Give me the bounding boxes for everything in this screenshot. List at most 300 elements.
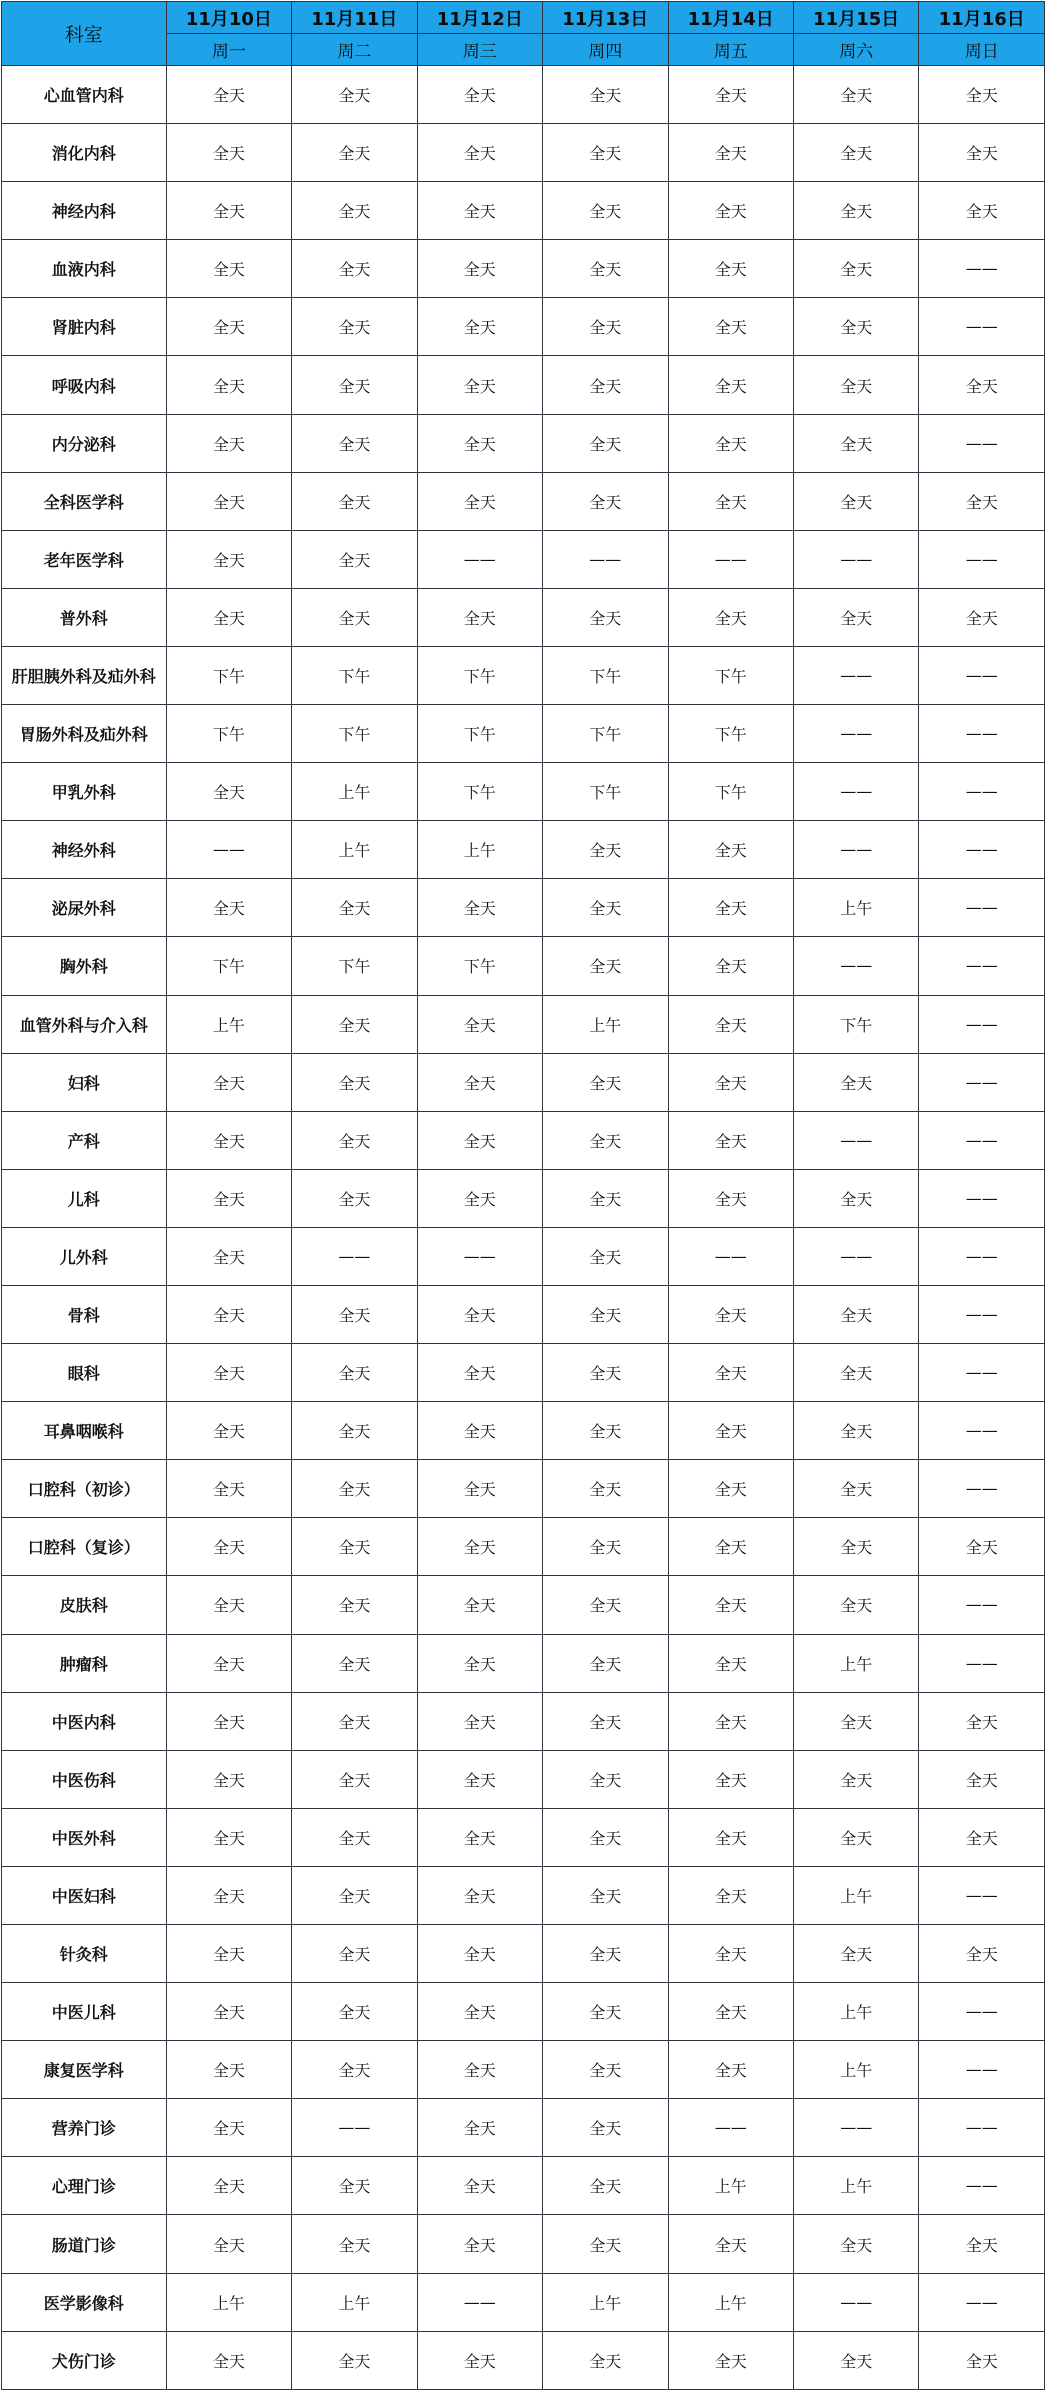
- weekday-header: 周四: [543, 34, 668, 66]
- schedule-slot: ——: [919, 1111, 1045, 1169]
- schedule-slot: 全天: [417, 1576, 542, 1634]
- schedule-slot: 全天: [668, 1634, 793, 1692]
- schedule-slot: 全天: [166, 1983, 291, 2041]
- schedule-slot: 下午: [292, 705, 417, 763]
- schedule-slot: 全天: [543, 1344, 668, 1402]
- schedule-slot: 全天: [919, 1692, 1045, 1750]
- table-row: [2, 2157, 1045, 2215]
- schedule-slot: 全天: [543, 1460, 668, 1518]
- schedule-slot: 上午: [543, 2273, 668, 2331]
- schedule-slot: ——: [919, 1983, 1045, 2041]
- schedule-slot: ——: [919, 414, 1045, 472]
- schedule-slot: 全天: [543, 588, 668, 646]
- schedule-slot: 全天: [793, 588, 918, 646]
- schedule-slot: 全天: [292, 1750, 417, 1808]
- schedule-slot: 全天: [166, 1866, 291, 1924]
- schedule-slot: 全天: [668, 472, 793, 530]
- schedule-slot: 全天: [417, 2041, 542, 2099]
- schedule-slot: 全天: [668, 1692, 793, 1750]
- department-name: 眼科: [2, 1344, 167, 1402]
- schedule-slot: ——: [919, 879, 1045, 937]
- schedule-slot: 全天: [292, 356, 417, 414]
- schedule-slot: 下午: [292, 646, 417, 704]
- dept-column-header: 科室: [2, 2, 167, 66]
- clinic-schedule-table: [1, 1, 1045, 2390]
- schedule-slot: 全天: [668, 1285, 793, 1343]
- schedule-slot: 全天: [793, 1169, 918, 1227]
- schedule-slot: 全天: [793, 1692, 918, 1750]
- schedule-slot: 全天: [292, 124, 417, 182]
- schedule-slot: 全天: [292, 1518, 417, 1576]
- schedule-slot: 全天: [166, 1692, 291, 1750]
- table-row: [2, 124, 1045, 182]
- schedule-slot: 上午: [292, 821, 417, 879]
- department-name: 中医内科: [2, 1692, 167, 1750]
- department-name: 儿科: [2, 1169, 167, 1227]
- schedule-slot: 全天: [668, 124, 793, 182]
- weekday-header: 周六: [793, 34, 918, 66]
- schedule-slot: 全天: [292, 1866, 417, 1924]
- department-name: 康复医学科: [2, 2041, 167, 2099]
- table-row: [2, 2099, 1045, 2157]
- schedule-slot: 全天: [668, 879, 793, 937]
- schedule-slot: 全天: [292, 1344, 417, 1402]
- schedule-slot: 全天: [543, 1227, 668, 1285]
- table-row: [2, 66, 1045, 124]
- schedule-slot: 全天: [166, 2099, 291, 2157]
- schedule-slot: 全天: [793, 1460, 918, 1518]
- schedule-slot: 全天: [668, 1808, 793, 1866]
- schedule-slot: 全天: [793, 1808, 918, 1866]
- schedule-slot: 全天: [292, 1692, 417, 1750]
- schedule-slot: 下午: [417, 937, 542, 995]
- schedule-slot: 全天: [793, 1518, 918, 1576]
- table-row: [2, 1983, 1045, 2041]
- schedule-slot: 下午: [166, 937, 291, 995]
- table-row: [2, 182, 1045, 240]
- schedule-slot: 全天: [668, 1402, 793, 1460]
- date-header: 11月15日: [793, 2, 918, 34]
- schedule-slot: 全天: [292, 1053, 417, 1111]
- schedule-slot: 全天: [166, 472, 291, 530]
- schedule-slot: ——: [793, 821, 918, 879]
- schedule-slot: 全天: [543, 879, 668, 937]
- schedule-slot: ——: [919, 1402, 1045, 1460]
- schedule-slot: ——: [793, 2273, 918, 2331]
- schedule-slot: 全天: [919, 588, 1045, 646]
- schedule-slot: 全天: [668, 356, 793, 414]
- schedule-slot: 全天: [166, 356, 291, 414]
- schedule-slot: 下午: [292, 937, 417, 995]
- schedule-slot: 全天: [166, 240, 291, 298]
- schedule-slot: 上午: [793, 2157, 918, 2215]
- schedule-slot: 全天: [919, 66, 1045, 124]
- schedule-slot: 全天: [417, 995, 542, 1053]
- weekday-header: 周一: [166, 34, 291, 66]
- schedule-slot: 全天: [668, 2041, 793, 2099]
- schedule-slot: ——: [292, 2099, 417, 2157]
- schedule-slot: 全天: [919, 124, 1045, 182]
- schedule-slot: ——: [919, 646, 1045, 704]
- department-name: 胸外科: [2, 937, 167, 995]
- schedule-slot: 下午: [417, 763, 542, 821]
- schedule-slot: 全天: [668, 298, 793, 356]
- department-name: 妇科: [2, 1053, 167, 1111]
- table-row: [2, 1169, 1045, 1227]
- table-row: [2, 646, 1045, 704]
- department-name: 中医外科: [2, 1808, 167, 1866]
- department-name: 针灸科: [2, 1925, 167, 1983]
- schedule-slot: 全天: [417, 2099, 542, 2157]
- schedule-slot: 全天: [543, 1285, 668, 1343]
- schedule-slot: 全天: [793, 1750, 918, 1808]
- schedule-slot: 全天: [417, 1925, 542, 1983]
- schedule-slot: ——: [919, 2273, 1045, 2331]
- schedule-slot: 全天: [166, 1402, 291, 1460]
- schedule-slot: 全天: [417, 1460, 542, 1518]
- department-name: 产科: [2, 1111, 167, 1169]
- department-name: 神经外科: [2, 821, 167, 879]
- schedule-slot: 全天: [292, 1111, 417, 1169]
- department-name: 骨科: [2, 1285, 167, 1343]
- schedule-slot: 全天: [543, 1518, 668, 1576]
- schedule-slot: 全天: [793, 298, 918, 356]
- department-name: 胃肠外科及疝外科: [2, 705, 167, 763]
- schedule-slot: 全天: [668, 1576, 793, 1634]
- table-row: [2, 1344, 1045, 1402]
- department-name: 甲乳外科: [2, 763, 167, 821]
- table-row: [2, 1808, 1045, 1866]
- department-name: 口腔科（复诊）: [2, 1518, 167, 1576]
- schedule-slot: 全天: [166, 1576, 291, 1634]
- schedule-slot: 全天: [417, 1111, 542, 1169]
- department-name: 口腔科（初诊）: [2, 1460, 167, 1518]
- schedule-slot: 下午: [668, 646, 793, 704]
- department-name: 耳鼻咽喉科: [2, 1402, 167, 1460]
- date-header: 11月16日: [919, 2, 1045, 34]
- schedule-slot: 全天: [543, 356, 668, 414]
- schedule-slot: 全天: [793, 1285, 918, 1343]
- schedule-slot: 全天: [668, 1344, 793, 1402]
- schedule-slot: 全天: [417, 2157, 542, 2215]
- schedule-slot: 全天: [292, 2041, 417, 2099]
- department-name: 营养门诊: [2, 2099, 167, 2157]
- table-row: [2, 588, 1045, 646]
- table-row: [2, 2331, 1045, 2389]
- schedule-slot: 全天: [292, 66, 417, 124]
- schedule-slot: 全天: [543, 1866, 668, 1924]
- schedule-slot: 全天: [793, 472, 918, 530]
- schedule-slot: 全天: [417, 1750, 542, 1808]
- table-row: [2, 2041, 1045, 2099]
- schedule-slot: 全天: [543, 414, 668, 472]
- schedule-slot: 全天: [793, 1053, 918, 1111]
- weekday-header: 周二: [292, 34, 417, 66]
- schedule-slot: 全天: [543, 2215, 668, 2273]
- schedule-slot: 全天: [292, 1169, 417, 1227]
- table-row: [2, 1402, 1045, 1460]
- department-name: 全科医学科: [2, 472, 167, 530]
- weekday-header: 周三: [417, 34, 542, 66]
- schedule-slot: 全天: [292, 1983, 417, 2041]
- schedule-slot: 全天: [668, 1053, 793, 1111]
- schedule-slot: 全天: [417, 356, 542, 414]
- department-name: 消化内科: [2, 124, 167, 182]
- schedule-slot: 全天: [166, 414, 291, 472]
- schedule-slot: 全天: [919, 2215, 1045, 2273]
- schedule-slot: 全天: [543, 2041, 668, 2099]
- department-name: 儿外科: [2, 1227, 167, 1285]
- schedule-slot: 全天: [166, 879, 291, 937]
- schedule-slot: 全天: [668, 1925, 793, 1983]
- schedule-slot: 全天: [417, 1634, 542, 1692]
- schedule-slot: 全天: [668, 1983, 793, 2041]
- date-header: 11月10日: [166, 2, 291, 34]
- schedule-slot: 全天: [919, 472, 1045, 530]
- schedule-slot: ——: [919, 763, 1045, 821]
- schedule-slot: 全天: [543, 1053, 668, 1111]
- schedule-slot: ——: [919, 1866, 1045, 1924]
- schedule-slot: 全天: [668, 2215, 793, 2273]
- schedule-slot: 全天: [166, 1053, 291, 1111]
- department-name: 肾脏内科: [2, 298, 167, 356]
- department-name: 老年医学科: [2, 530, 167, 588]
- department-name: 肠道门诊: [2, 2215, 167, 2273]
- department-name: 血液内科: [2, 240, 167, 298]
- schedule-slot: ——: [919, 1053, 1045, 1111]
- table-row: [2, 2273, 1045, 2331]
- schedule-slot: 全天: [919, 1808, 1045, 1866]
- department-name: 心理门诊: [2, 2157, 167, 2215]
- schedule-slot: 全天: [668, 588, 793, 646]
- schedule-slot: 下午: [166, 705, 291, 763]
- schedule-slot: 全天: [292, 530, 417, 588]
- schedule-slot: 全天: [166, 530, 291, 588]
- schedule-slot: 全天: [292, 2157, 417, 2215]
- schedule-slot: 全天: [668, 995, 793, 1053]
- department-name: 呼吸内科: [2, 356, 167, 414]
- schedule-slot: 全天: [292, 1634, 417, 1692]
- schedule-slot: 上午: [166, 995, 291, 1053]
- schedule-slot: 全天: [417, 1518, 542, 1576]
- table-row: [2, 705, 1045, 763]
- schedule-slot: 全天: [543, 1750, 668, 1808]
- schedule-slot: 全天: [166, 1925, 291, 1983]
- schedule-slot: 全天: [417, 298, 542, 356]
- schedule-slot: 全天: [166, 1460, 291, 1518]
- table-row: [2, 821, 1045, 879]
- schedule-slot: 全天: [292, 240, 417, 298]
- schedule-slot: ——: [919, 2157, 1045, 2215]
- schedule-slot: ——: [166, 821, 291, 879]
- table-row: [2, 1518, 1045, 1576]
- schedule-slot: 下午: [543, 705, 668, 763]
- table-row: [2, 879, 1045, 937]
- schedule-slot: 全天: [292, 2331, 417, 2389]
- schedule-slot: 上午: [793, 1634, 918, 1692]
- department-name: 中医儿科: [2, 1983, 167, 2041]
- schedule-slot: 下午: [417, 646, 542, 704]
- schedule-slot: 全天: [919, 182, 1045, 240]
- schedule-slot: 全天: [166, 66, 291, 124]
- schedule-slot: 全天: [919, 1518, 1045, 1576]
- schedule-slot: 全天: [166, 1227, 291, 1285]
- table-header: [2, 2, 1045, 66]
- schedule-slot: ——: [919, 995, 1045, 1053]
- schedule-slot: 上午: [166, 2273, 291, 2331]
- schedule-slot: 下午: [793, 995, 918, 1053]
- schedule-slot: 全天: [166, 1634, 291, 1692]
- schedule-slot: ——: [919, 821, 1045, 879]
- schedule-slot: ——: [417, 2273, 542, 2331]
- schedule-slot: ——: [919, 240, 1045, 298]
- schedule-slot: 全天: [543, 1169, 668, 1227]
- table-row: [2, 356, 1045, 414]
- schedule-slot: 全天: [543, 937, 668, 995]
- schedule-slot: ——: [793, 2099, 918, 2157]
- schedule-slot: 全天: [166, 1344, 291, 1402]
- schedule-slot: ——: [919, 1285, 1045, 1343]
- schedule-slot: 全天: [417, 588, 542, 646]
- schedule-slot: 全天: [166, 2215, 291, 2273]
- schedule-slot: 全天: [292, 879, 417, 937]
- table-row: [2, 1053, 1045, 1111]
- table-row: [2, 995, 1045, 1053]
- schedule-slot: 全天: [793, 1925, 918, 1983]
- schedule-slot: 下午: [166, 646, 291, 704]
- schedule-slot: ——: [668, 2099, 793, 2157]
- schedule-slot: 全天: [668, 2331, 793, 2389]
- schedule-slot: 全天: [793, 1402, 918, 1460]
- schedule-slot: 全天: [668, 1111, 793, 1169]
- schedule-slot: ——: [919, 937, 1045, 995]
- schedule-slot: 全天: [292, 1576, 417, 1634]
- schedule-slot: 全天: [543, 1634, 668, 1692]
- weekday-header: 周日: [919, 34, 1045, 66]
- schedule-slot: 全天: [292, 2215, 417, 2273]
- schedule-slot: ——: [417, 530, 542, 588]
- table-row: [2, 1634, 1045, 1692]
- schedule-slot: 全天: [543, 182, 668, 240]
- schedule-slot: ——: [793, 646, 918, 704]
- schedule-slot: 全天: [543, 298, 668, 356]
- table-row: [2, 1925, 1045, 1983]
- date-header: 11月13日: [543, 2, 668, 34]
- department-name: 泌尿外科: [2, 879, 167, 937]
- schedule-slot: 全天: [543, 2157, 668, 2215]
- schedule-slot: ——: [793, 1227, 918, 1285]
- schedule-slot: 全天: [417, 1866, 542, 1924]
- schedule-slot: 全天: [668, 66, 793, 124]
- schedule-slot: 上午: [793, 879, 918, 937]
- schedule-slot: 全天: [417, 1983, 542, 2041]
- schedule-slot: ——: [543, 530, 668, 588]
- date-header: 11月14日: [668, 2, 793, 34]
- schedule-slot: ——: [919, 2099, 1045, 2157]
- schedule-slot: 全天: [417, 2331, 542, 2389]
- schedule-slot: 全天: [166, 2041, 291, 2099]
- schedule-slot: 全天: [668, 182, 793, 240]
- schedule-slot: ——: [919, 1576, 1045, 1634]
- schedule-slot: 全天: [543, 1111, 668, 1169]
- schedule-slot: ——: [668, 1227, 793, 1285]
- date-row: [2, 2, 1045, 34]
- schedule-slot: 全天: [919, 1925, 1045, 1983]
- schedule-slot: 全天: [166, 1518, 291, 1576]
- schedule-slot: 全天: [793, 124, 918, 182]
- schedule-slot: 全天: [543, 1925, 668, 1983]
- table-row: [2, 1750, 1045, 1808]
- schedule-slot: 全天: [417, 1402, 542, 1460]
- schedule-slot: 全天: [417, 879, 542, 937]
- schedule-slot: 上午: [292, 763, 417, 821]
- schedule-slot: ——: [919, 1460, 1045, 1518]
- table-row: [2, 1692, 1045, 1750]
- schedule-slot: ——: [919, 705, 1045, 763]
- table-row: [2, 530, 1045, 588]
- schedule-slot: 全天: [543, 2099, 668, 2157]
- table-row: [2, 414, 1045, 472]
- department-name: 内分泌科: [2, 414, 167, 472]
- table-row: [2, 1460, 1045, 1518]
- schedule-slot: ——: [919, 530, 1045, 588]
- table-row: [2, 1576, 1045, 1634]
- schedule-slot: 全天: [292, 1285, 417, 1343]
- schedule-slot: 全天: [166, 1285, 291, 1343]
- schedule-slot: 上午: [668, 2273, 793, 2331]
- department-name: 中医妇科: [2, 1866, 167, 1924]
- schedule-slot: ——: [793, 1111, 918, 1169]
- schedule-slot: 全天: [166, 763, 291, 821]
- schedule-slot: 全天: [292, 1460, 417, 1518]
- schedule-slot: 全天: [543, 1808, 668, 1866]
- weekday-header: 周五: [668, 34, 793, 66]
- schedule-slot: 上午: [793, 1866, 918, 1924]
- schedule-slot: 全天: [292, 472, 417, 530]
- schedule-slot: ——: [793, 705, 918, 763]
- schedule-slot: 全天: [292, 298, 417, 356]
- department-name: 普外科: [2, 588, 167, 646]
- date-header: 11月12日: [417, 2, 542, 34]
- schedule-slot: 全天: [292, 182, 417, 240]
- schedule-slot: 全天: [166, 182, 291, 240]
- table-row: [2, 472, 1045, 530]
- schedule-slot: 全天: [543, 1983, 668, 2041]
- department-name: 神经内科: [2, 182, 167, 240]
- schedule-slot: 全天: [292, 414, 417, 472]
- schedule-slot: ——: [919, 1344, 1045, 1402]
- schedule-slot: 全天: [668, 414, 793, 472]
- schedule-slot: ——: [919, 1169, 1045, 1227]
- department-name: 肿瘤科: [2, 1634, 167, 1692]
- table-row: [2, 1227, 1045, 1285]
- schedule-slot: 全天: [668, 1460, 793, 1518]
- table-row: [2, 298, 1045, 356]
- schedule-slot: 全天: [166, 2331, 291, 2389]
- schedule-slot: 全天: [417, 2215, 542, 2273]
- schedule-slot: 全天: [166, 124, 291, 182]
- schedule-slot: 全天: [543, 821, 668, 879]
- schedule-slot: 全天: [417, 1344, 542, 1402]
- table-row: [2, 1866, 1045, 1924]
- schedule-slot: 全天: [793, 356, 918, 414]
- schedule-slot: 下午: [417, 705, 542, 763]
- schedule-slot: 上午: [543, 995, 668, 1053]
- schedule-slot: 上午: [417, 821, 542, 879]
- schedule-slot: 全天: [166, 2157, 291, 2215]
- schedule-slot: 全天: [543, 472, 668, 530]
- table-row: [2, 2215, 1045, 2273]
